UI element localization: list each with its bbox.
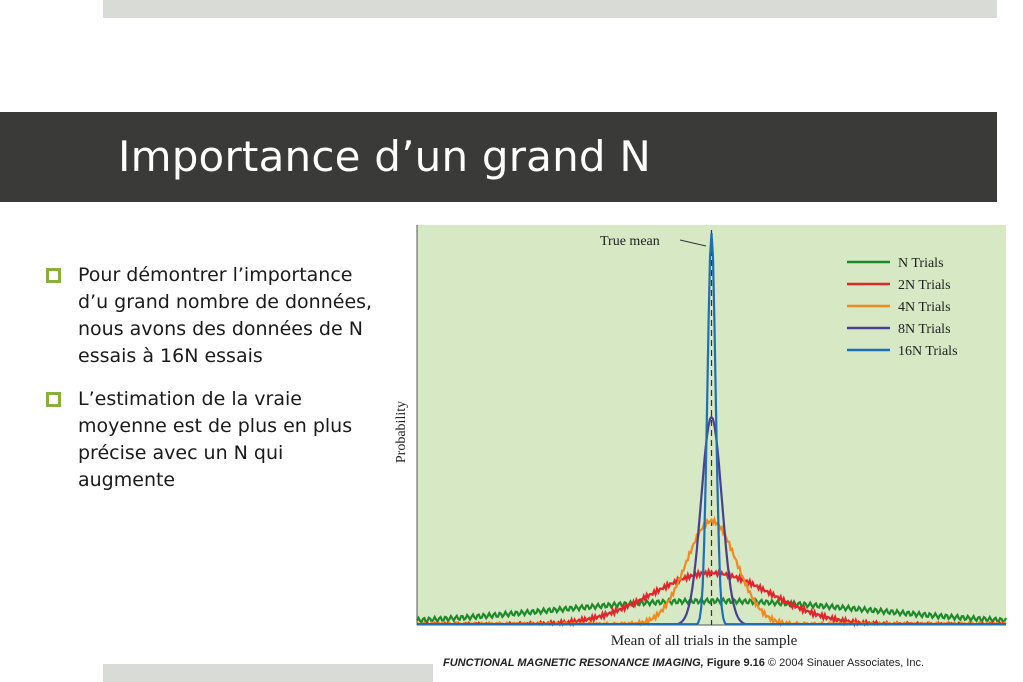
legend-label: N Trials <box>898 256 944 271</box>
square-bullet-icon <box>46 392 61 407</box>
bottom-decor-bar <box>103 664 433 682</box>
bullet-text: Pour démontrer l’importance d’u grand nombre de données, nous avons des données de N essais à 16N essais <box>78 264 373 367</box>
legend-label: 8N Trials <box>898 322 951 337</box>
bullet-item <box>44 386 374 494</box>
legend-label: 2N Trials <box>898 278 951 293</box>
x-axis-label: Mean of all trials in the sample <box>610 633 798 649</box>
true-mean-label: True mean <box>600 234 660 249</box>
caption-book-title: FUNCTIONAL MAGNETIC RESONANCE IMAGING, <box>443 657 704 669</box>
caption-copyright: © 2004 Sinauer Associates, Inc. <box>767 657 925 669</box>
square-bullet-icon <box>46 268 61 283</box>
legend-label: 16N Trials <box>898 344 958 359</box>
bullet-list <box>44 262 374 510</box>
figure <box>388 222 1018 682</box>
top-decor-bar <box>103 0 997 18</box>
legend-label: 4N Trials <box>898 300 951 315</box>
figure-caption <box>443 657 1013 669</box>
caption-figure-number: Figure 9.16 <box>706 657 765 669</box>
bullet-item <box>44 262 374 370</box>
slide-title: Importance d’un grand N <box>118 132 651 181</box>
bullet-text: L’estimation de la vraie moyenne est de plus en plus précise avec un N qui augmente <box>78 388 353 491</box>
y-axis-label: Probability <box>394 400 409 464</box>
chart-svg <box>388 222 1018 652</box>
